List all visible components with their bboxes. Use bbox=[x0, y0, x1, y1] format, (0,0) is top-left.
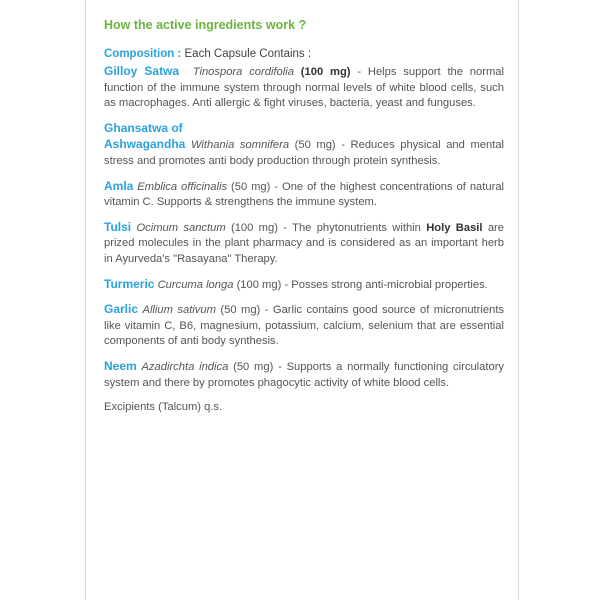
botanical-name: Ocimum sanctum bbox=[136, 221, 226, 234]
ingredient-turmeric bbox=[104, 277, 504, 294]
ingredient-tulsi bbox=[104, 220, 504, 268]
botanical-name: Tinospora cordifolia bbox=[192, 66, 294, 78]
ingredient-garlic bbox=[104, 302, 504, 350]
ingredient-name: Amla bbox=[104, 178, 134, 193]
ingredient-description: - Reduces physical and mental stress and promotes anti body production through protein synthesis. bbox=[104, 139, 505, 167]
dose: (100 mg) bbox=[236, 278, 282, 291]
dose: (50 mg) bbox=[294, 139, 336, 152]
ingredient-description: - One of the highest concentrations of natural vitamin C. Supports & strengthens the immune system. bbox=[104, 180, 505, 209]
ingredient-description: - Helps support the normal function of the immune system through normal levels of white blood cells, such as macrophages. Anti allergic & fight viruses, bacteria, yeast and funguses. bbox=[104, 66, 505, 110]
ingredient-giloy bbox=[104, 64, 504, 112]
composition-line bbox=[104, 48, 504, 60]
dose: (50 mg) bbox=[231, 180, 271, 193]
dose: (100 mg) bbox=[300, 66, 351, 78]
composition-label: Composition : bbox=[104, 48, 182, 60]
dose: (100 mg) bbox=[230, 221, 278, 234]
ingredient-name: Gilloy Satwa bbox=[104, 64, 180, 78]
dose: (50 mg) bbox=[220, 304, 261, 317]
botanical-name: Emblica officinalis bbox=[137, 180, 228, 193]
ingredient-description: - Supports a normally functioning circulatory system and there by promotes phagocytic activity of white blood cells. bbox=[104, 360, 505, 389]
ingredient-amla bbox=[104, 179, 504, 211]
botanical-name: Azadirchta indica bbox=[141, 360, 229, 373]
botanical-name: Curcuma longa bbox=[157, 278, 234, 291]
ingredient-name: Tulsi bbox=[104, 219, 132, 234]
dose: (50 mg) bbox=[233, 360, 274, 373]
ingredient-description-part1: - The phytonutrients within bbox=[277, 221, 427, 234]
ingredient-name-line1: Ghansatwa of bbox=[104, 120, 183, 135]
ingredient-name: Garlic bbox=[104, 302, 139, 317]
composition-text: Each Capsule Contains : bbox=[184, 48, 312, 60]
ingredient-name-line2: Ashwagandha bbox=[104, 137, 186, 152]
ingredient-description: - Posses strong anti-microbial properties. bbox=[281, 278, 488, 291]
ingredient-ghansatwa bbox=[104, 121, 504, 170]
ingredient-description: - Garlic contains good source of micronutrients like vitamin C, B6, magnesium, potassium, calcium, selenium that are essential components of anti body synthesis. bbox=[104, 304, 505, 348]
botanical-name: Withania somnifera bbox=[190, 139, 290, 152]
ingredient-name: Turmeric bbox=[104, 276, 155, 291]
botanical-name: Allium sativum bbox=[142, 304, 216, 317]
ingredient-name: Neem bbox=[104, 358, 137, 373]
ingredient-neem bbox=[104, 359, 504, 391]
ingredients-panel bbox=[85, 0, 519, 600]
ingredient-description-part2: are prized molecules in the plant pharmacy and is considered as an important herb in Ayurveda's "Rasayana" Therapy. bbox=[104, 221, 504, 265]
section-heading: How the active ingredients work ? bbox=[104, 18, 307, 32]
excipients-line: Excipients (Talcum) q.s. bbox=[104, 401, 223, 414]
highlight-text: Holy Basil bbox=[426, 221, 483, 234]
